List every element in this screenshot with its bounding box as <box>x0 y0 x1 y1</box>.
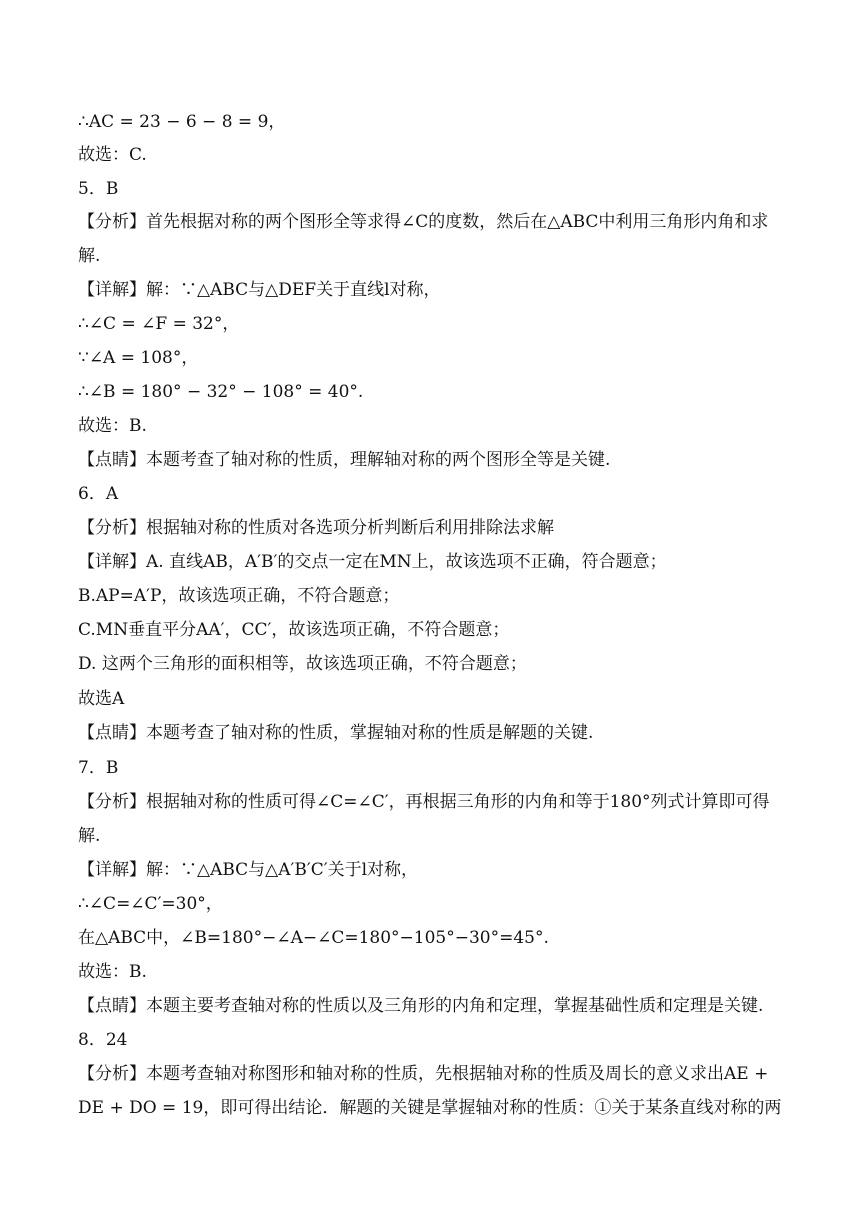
text-line: 解. <box>78 246 101 266</box>
text-line: 【分析】本题考查轴对称图形和轴对称的性质，先根据轴对称的性质及周长的意义求出AE + <box>78 1064 769 1084</box>
text-line: 故选A <box>78 689 125 709</box>
text-line: ∴∠C = ∠F = 32°， <box>78 314 240 334</box>
text-line: 【点睛】本题考查了轴对称的性质，理解轴对称的两个图形全等是关键. <box>78 450 611 470</box>
text-line: D. 这两个三角形的面积相等，故该选项正确，不符合题意； <box>78 654 527 674</box>
text-line: ∴∠C=∠C′=30°， <box>78 894 223 914</box>
text-line: 故选：B. <box>78 416 147 436</box>
text-line: DE + DO = 19，即可得出结论．解题的关键是掌握轴对称的性质：①关于某条直线对称的两 <box>78 1098 782 1118</box>
text-line: B.AP=A′P，故该选项正确，不符合题意； <box>78 586 400 606</box>
text-line: 6．A <box>78 484 119 504</box>
text-line: 【点睛】本题考查了轴对称的性质，掌握轴对称的性质是解题的关键. <box>78 723 594 743</box>
text-line: 8．24 <box>78 1030 128 1050</box>
text-line: C.MN垂直平分AA′，CC′，故该选项正确，不符合题意； <box>78 620 510 640</box>
text-line: 【分析】根据轴对称的性质可得∠C=∠C′，再根据三角形的内角和等于180°列式计算即可得 <box>78 792 770 812</box>
text-line: 【详解】A. 直线AB，A′B′的交点一定在MN上，故该选项不正确，符合题意； <box>78 552 667 572</box>
text-line: 7．B <box>78 758 119 778</box>
text-line: ∴∠B = 180° − 32° − 108° = 40°. <box>78 382 364 402</box>
text-line: 【详解】解：∵△ABC与△DEF关于直线l对称， <box>78 280 441 300</box>
text-line: 解. <box>78 826 101 846</box>
text-line: ∵∠A = 108°， <box>78 348 199 368</box>
text-line: 【详解】解：∵△ABC与△A′B′C′关于l对称， <box>78 860 419 880</box>
text-line: 【分析】首先根据对称的两个图形全等求得∠C的度数，然后在△ABC中利用三角形内角和求 <box>78 212 769 232</box>
text-line: 故选：B. <box>78 962 147 982</box>
text-line: 故选：C. <box>78 145 147 165</box>
text-line: 5．B <box>78 179 119 199</box>
text-line: 在△ABC中，∠B=180°−∠A−∠C=180°−105°−30°=45°. <box>78 928 549 948</box>
text-line: 【分析】根据轴对称的性质对各选项分析判断后利用排除法求解 <box>78 518 554 538</box>
text-line: 【点睛】本题主要考查轴对称的性质以及三角形的内角和定理，掌握基础性质和定理是关键. <box>78 996 764 1016</box>
text-line: ∴AC = 23 − 6 − 8 = 9， <box>78 112 286 132</box>
